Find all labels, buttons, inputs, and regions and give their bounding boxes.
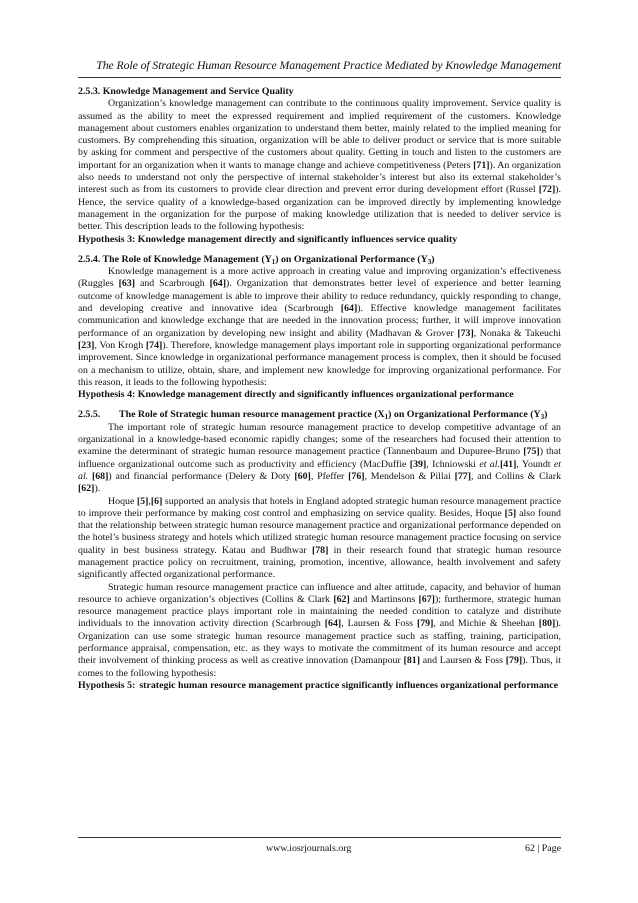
hypothesis-3: Hypothesis 3: Knowledge management directly and significantly influences service quality (78, 233, 458, 245)
header-rule (78, 77, 561, 78)
running-title: The Role of Strategic Human Resource Management Practice Mediated by Knowledge Management (96, 58, 561, 72)
section-heading-2-5-5: 2.5.5. The Role of Strategic human resource management practice $(X_1)$ on Organizational Performance $(Y_3)$ (78, 409, 548, 422)
citation: [71] (473, 159, 490, 171)
paragraph: Knowledge management is a more active approach in creating value and improving organization’s effectiveness (Ruggles [63] and Scarbrough [64]). Organization that demonstrates better level of experience and better learning outcome of knowledge management is able to improve their ability to reduce redundancy, quickly responding to change, and developing creative and innovative idea (Scarbrough [64]). Effective knowledge management facilitates communication and knowledge exchange that are needed in the innovation process; further, it will improve innovation performance of an organization by developing new insight and ability (Madhavan & Grover [73], Nonaka & Takeuchi [23], Von Krogh [74]). Therefore, knowledge management plays important role in supporting organizational performance improvement. Since knowledge in organizational performance management process is complex, then it should be focused on a mechanism to utilize, obtain, share, and implement new knowledge for improving organizational performance. For this reason, it leads to the following hypothesis: (78, 266, 562, 388)
journal-url[interactable]: www.iosrjournals.org (266, 843, 352, 854)
paragraph: Hoque [5],[6] supported an analysis that hotels in England adopted strategic human resource management practice to improve their performance by making cost control and emphasizing on service quality. Besides, Hoque [5] also found that the relationship between strategic human resource management practice and organizational performance depended on the hotel’s business strategy and hotels which utilized strategic human resource management practice focusing on service quality in best business strategy. Katau and Budhwar [78] in their research found that strategic human resource management practice policy on recruitment, training, promotion, incentive, allowance, health involvement and safety significantly affected organizational performance. (78, 495, 561, 581)
hypothesis-5: Hypothesis 5: strategic human resource management practice significantly influences organizational performance (78, 679, 559, 691)
section-heading-2-5-3: 2.5.3. Knowledge Management and Service Quality (78, 86, 294, 97)
citation: [72] (538, 184, 556, 196)
paragraph: Strategic human resource management practice can influence and alter attitude, capacity, and behavior of human resource to achieve organization’s objectives (Collins & Clark [62] and Martinsons [67]); furthermore, strategic human resource management practice plays important role in maintaining the needed condition to catalyze and distribute individuals to the innovation activity direction (Scarbrough [64], Laursen & Foss [79], and Michie & Sheehan [80]). Organization can use some strategic human resource management practice such as staffing, training, participation, performance appraisal, compensation, etc. as they ways to motivate the commitment of its human resource and accept their involvement of thinking process as well as creative innovation (Damanpour [81] and Laursen & Foss [79]). Thus, it comes to the following hypothesis: (78, 581, 561, 679)
body-text (78, 86, 561, 692)
section-heading-2-5-4: 2.5.4. The Role of Knowledge Management $(Y_1)$ on Organizational Performance $(Y_3)$ (78, 253, 435, 266)
hypothesis-4: Hypothesis 4: Knowledge management directly and significantly influences organizational performance (78, 389, 514, 401)
paragraph: Organization’s knowledge management can contribute to the continuous quality improvement. Service quality is assumed as the ability to meet the expressed requirement and implied requirement of the customers. Knowledge management about customers enables organization to understand them better, mainly related to the implied meaning for customers. By comprehending this situation, organization will be able to deliver product or service that is more suitable by asking for comment and perspective of the customers about quality. Getting in touch and listen to the customers are important for an organization when it wants to manage change and achieve competitiveness (Peters [71]). An organization also needs to understand not only the perspective of internal stakeholder’s interest but also its external stakeholder’s interest such as from its customers to provide clear direction and prevent error during development effort (Russel [72]). Hence, the service quality of a knowledge-based organization can be improved directly by implementing knowledge management in the organization for the purpose of making knowledge utilization that is needed to deliver service is better. This description leads to the following hypothesis: (78, 98, 561, 233)
paragraph: The important role of strategic human resource management practice to develop competitive advantage of an organizational in a knowledge-based economic rapidly changes; some of the researchers had focused their attention to examine the determinant of strategic human resource management practice (Tannenbaum and Dupuree-Bruno [75]) that influence organizational outcome such as productivity and efficiency (MacDuffie [39], Ichniowski et al.[41], Youndt et al. [68]) and financial performance (Delery & Doty [60], Pfeffer [76], Mendelson & Pillai [77], and Collins & Clark [62]). (78, 421, 562, 495)
footer-rule (78, 837, 561, 838)
page-number: 62 | Page (525, 843, 561, 854)
